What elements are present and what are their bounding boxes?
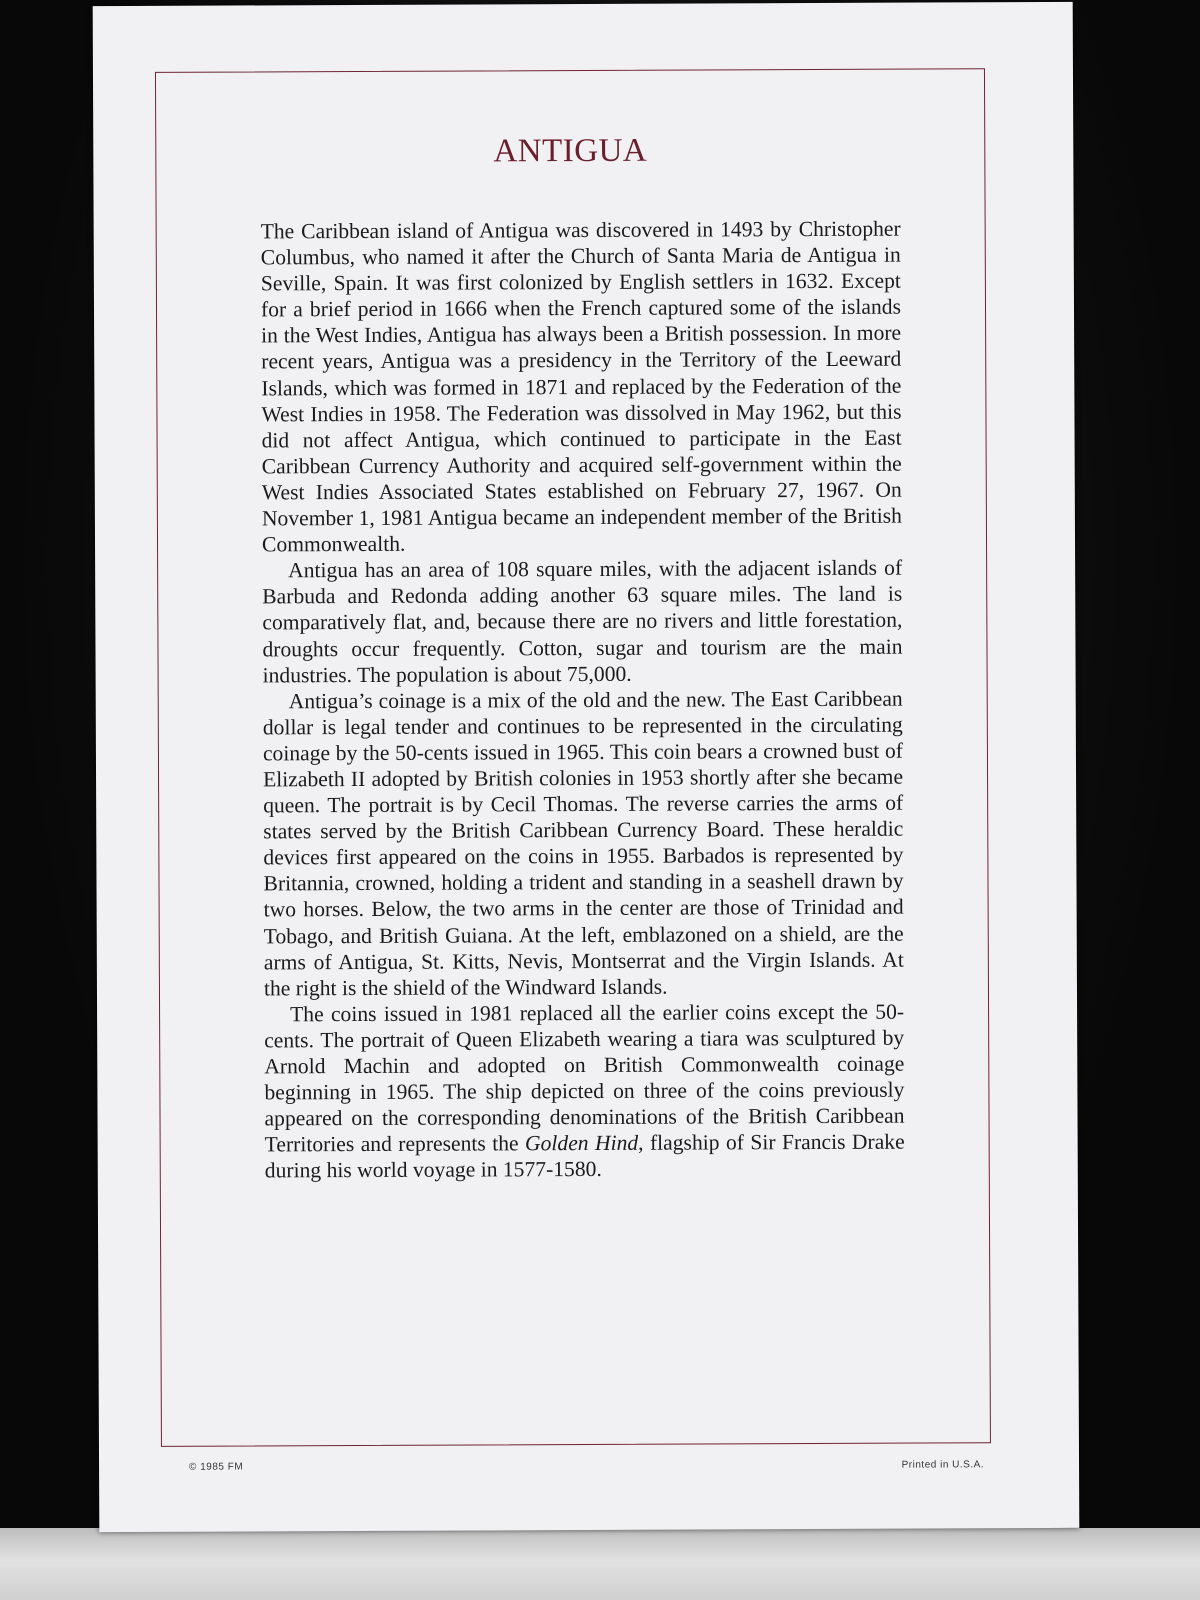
paragraph-1981-coins [264,998,905,1183]
copyright-note: © 1985 FM [189,1461,244,1473]
paragraph-1981-text-start: The coins issued in 1981 replaced all the earlier coins except the 50-cents. The portrait of Queen Elizabeth wearing a tiara was sculptured by Arnold Machin and adopted on British Commonwealth coinage beginning in 1965. The ship depicted on three of the coins previously appeared on the corresponding denominations of the British Caribbean Territories and represents the [264,999,905,1157]
paragraph-geography: Antigua has an area of 108 square miles, with the adjacent islands of Barbuda and Redonda adding another 63 square miles. The land is comparatively flat, and, because there are no rivers and little forestation, droughts occur frequently. Cotton, sugar and tourism are the main industries. The population is about 75,000. [262,555,903,688]
printed-in-note: Printed in U.S.A. [901,1459,985,1471]
table-surface [0,1528,1200,1600]
card-border-frame [155,68,991,1447]
paragraph-history: The Caribbean island of Antigua was discovered in 1493 by Christopher Columbus, who named it after the Church of Santa Maria de Antigua in Seville, Spain. It was first colonized by English settlers in 1632. Except for a brief period in 1666 when the French captured some of the islands in the West Indies, Antigua has always been a British possession. In more recent years, Antigua was a presidency in the Territory of the Leeward Islands, which was formed in 1871 and replaced by the Federation of the West Indies in 1958. The Federation was dissolved in May 1962, but this did not affect Antigua, which continued to participate in the East Caribbean Currency Authority and acquired self-government within the West Indies Associated States established on February 27, 1967. On November 1, 1981 Antigua became an independent member of the British Commonwealth. [260,216,902,557]
paragraph-1981-text-end: , flagship of Sir Francis Drake during his world voyage in 1577-1580. [264,1129,905,1183]
card-body [261,216,905,1184]
card-title: ANTIGUA [493,132,648,170]
ship-name-italic: Golden Hind [524,1131,639,1156]
paragraph-coinage: Antigua’s coinage is a mix of the old and the new. The East Caribbean dollar is legal tender and continues to be represented in the circulating coinage by the 50-cents issued in 1965. This coin bears a crowned bust of Elizabeth II adopted by British colonies in 1953 shortly after she became queen. The portrait is by Cecil Thomas. The reverse carries the arms of states served by the British Caribbean Currency Board. These heraldic devices first appeared on the coins in 1955. Barbados is represented by Britannia, crowned, holding a trident and standing in a seashell drawn by two horses. Below, the two arms in the center are those of Trinidad and Tobago, and British Guiana. At the left, emblazoned on a shield, are the arms of Antigua, St. Kitts, Nevis, Montserrat and the Virgin Islands. At the right is the shield of the Windward Islands. [262,686,904,1001]
info-card [93,2,1080,1532]
